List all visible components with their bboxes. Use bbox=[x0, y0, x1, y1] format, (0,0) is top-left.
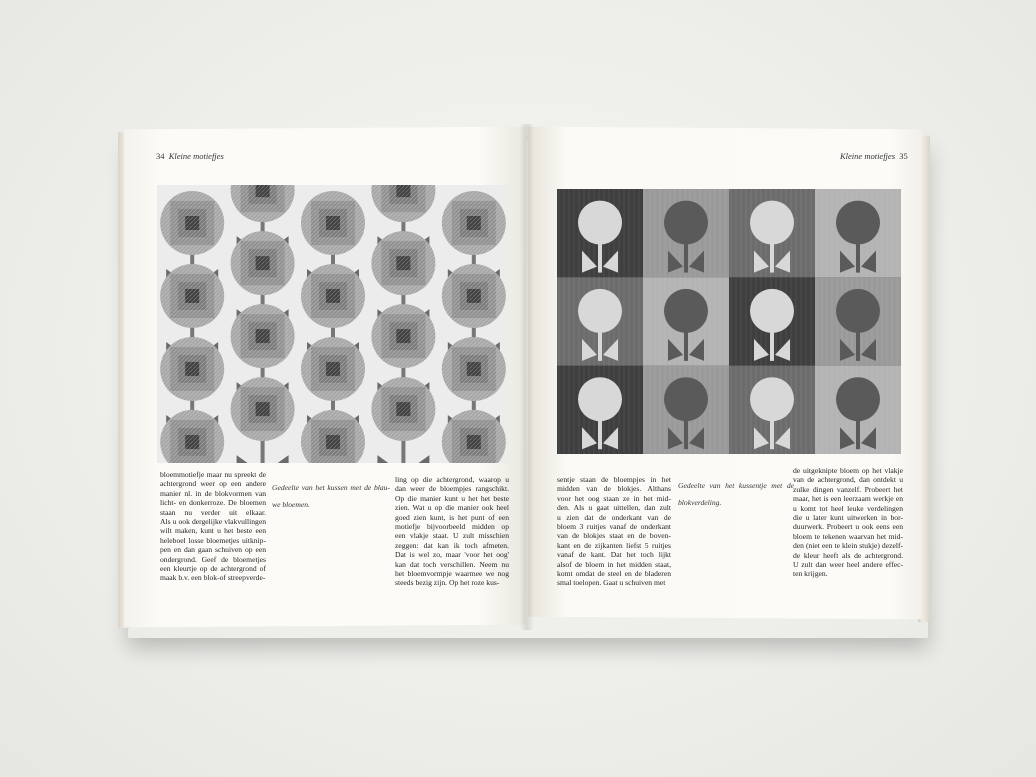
right-text-column-2 bbox=[793, 466, 903, 579]
text-line: bloemmotiefje maar nu spreekt de bbox=[160, 470, 266, 479]
text-line: maak b.v. een blok-of streepverde- bbox=[160, 573, 266, 583]
caption-line: we bloemen. bbox=[272, 499, 310, 509]
block-pattern-image bbox=[557, 189, 901, 454]
text-line: den. Als u gaat uittellen, dan zult bbox=[557, 503, 671, 513]
text-line: u zien dat de onderkant van de bbox=[557, 512, 671, 522]
cushion-block bbox=[643, 277, 729, 365]
left-flower-photo bbox=[157, 185, 509, 463]
text-line: bloem te tekenen waarvan het mid- bbox=[793, 531, 903, 541]
text-line: goed zien kunt, is het punt of een bbox=[395, 512, 509, 522]
right-block-photo bbox=[557, 189, 901, 454]
right-photo-caption bbox=[678, 473, 794, 515]
text-line: U zult dan weer heel andere effec- bbox=[793, 560, 903, 570]
right-running-head bbox=[840, 151, 908, 161]
cushion-block bbox=[815, 366, 901, 454]
text-line: pen en dan gaan schuiven op een bbox=[160, 545, 266, 555]
text-line: manier nl. in de blokvormen van bbox=[160, 488, 266, 498]
text-line: bloem 3 ruitjes vanaf de onderkant bbox=[557, 522, 671, 532]
right-running-title: Kleine motiefjes bbox=[840, 151, 896, 161]
left-running-title: Kleine motiefjes bbox=[168, 151, 224, 161]
cushion-block bbox=[729, 189, 815, 277]
text-line: komt omdat de steel en de bladeren bbox=[557, 569, 671, 579]
text-line: een vlakje staat. U zult misschien bbox=[395, 531, 509, 541]
text-line: Als u ook dergelijke vlakvullingen bbox=[160, 517, 266, 527]
text-line: ondergrond. Geef de bloemetjes bbox=[160, 554, 266, 564]
text-line: sentje staan de bloempjes in het bbox=[557, 475, 671, 484]
text-line: duurwerk. Probeert u ook eens een bbox=[793, 522, 903, 532]
cushion-block bbox=[815, 277, 901, 365]
text-line: staan nu verder uit elkaar. bbox=[160, 507, 266, 517]
text-line: ten krijgen. bbox=[793, 569, 828, 579]
text-line: motiefje bijvoorbeeld midden op bbox=[395, 522, 509, 532]
flower-pattern-image bbox=[157, 185, 509, 463]
text-line: alsof de bloem in het midden staat, bbox=[557, 559, 671, 569]
left-photo-caption bbox=[272, 475, 390, 517]
text-line: steeds bezig zijn. Op het roze kus- bbox=[395, 578, 500, 588]
text-line: smal toelopen. Gaat u schuiven met bbox=[557, 578, 666, 588]
text-line: licht- en donkerroze. De bloemen bbox=[160, 498, 266, 508]
book-gutter bbox=[520, 124, 534, 630]
text-line: kan dat toch verschillen. Neem nu bbox=[395, 559, 509, 569]
left-text-column-2 bbox=[395, 475, 509, 588]
cushion-block bbox=[643, 189, 729, 277]
right-page-number: 35 bbox=[899, 151, 908, 161]
text-line: die u later kunt uitwerken in bor- bbox=[793, 513, 903, 523]
text-line: de kleur heeft als de achtergrond. bbox=[793, 550, 903, 560]
text-line: achtergrond weer op een andere bbox=[160, 479, 266, 489]
text-line: van de achtergrond, dan ontdekt u bbox=[793, 475, 903, 485]
right-text-column-1 bbox=[557, 475, 671, 588]
caption-line: Gedeelte van het kussen met de blau- bbox=[272, 482, 390, 492]
text-line: van de blokjes staat en de boven- bbox=[557, 531, 671, 541]
text-line: zulke dingen vanzelf. Probeert het bbox=[793, 484, 903, 494]
left-page-number: 34 bbox=[156, 151, 165, 161]
cushion-block bbox=[557, 277, 643, 365]
text-line: den (niet een te klein stukje) dezelf- bbox=[793, 541, 903, 551]
text-line: heleboel losse bloemetjes uitknip- bbox=[160, 535, 266, 545]
text-line: vanaf de kant. Dat het toch lijkt bbox=[557, 550, 671, 560]
text-line: voor het oog staan ze in het mid- bbox=[557, 493, 671, 503]
text-line: u komt tot heel leuke verdelingen bbox=[793, 503, 903, 513]
text-line: midden van de blokjes. Althans bbox=[557, 484, 671, 494]
text-line: zien. Wat u op die manier ook heel bbox=[395, 503, 509, 513]
text-line: zeggen: dat kan ik toch afmeten. bbox=[395, 540, 509, 550]
left-text-column-1 bbox=[160, 470, 266, 583]
text-line: het bloemvormpje waarmee we nog bbox=[395, 569, 509, 579]
text-line: kant en de zijkanten liefst 5 ruitjes bbox=[557, 540, 671, 550]
text-line: dan weer de bloempjes rangschikt. bbox=[395, 484, 509, 494]
left-running-head bbox=[156, 151, 224, 161]
cushion-block bbox=[557, 189, 643, 277]
text-line: ling op die achtergrond, waarop u bbox=[395, 475, 509, 484]
caption-line: blokverdeling. bbox=[678, 497, 722, 507]
caption-line: Gedeelte van het kussentje met de bbox=[678, 480, 794, 490]
text-line: wilt maken, kunt u het beste een bbox=[160, 526, 266, 536]
cushion-block bbox=[729, 366, 815, 454]
text-line: maar, het is een leerzaam werkje en bbox=[793, 494, 903, 504]
cushion-block bbox=[729, 277, 815, 365]
cushion-block bbox=[557, 366, 643, 454]
text-line: een kleurtje op de achtergrond of bbox=[160, 564, 266, 574]
text-line: de uitgeknipte bloem op het vlakje bbox=[793, 466, 903, 475]
cushion-block bbox=[643, 366, 729, 454]
cushion-block bbox=[815, 189, 901, 277]
text-line: Op die manier kunt u het het beste bbox=[395, 493, 509, 503]
text-line: Dat is wel zo, maar 'voor het oog' bbox=[395, 550, 509, 560]
